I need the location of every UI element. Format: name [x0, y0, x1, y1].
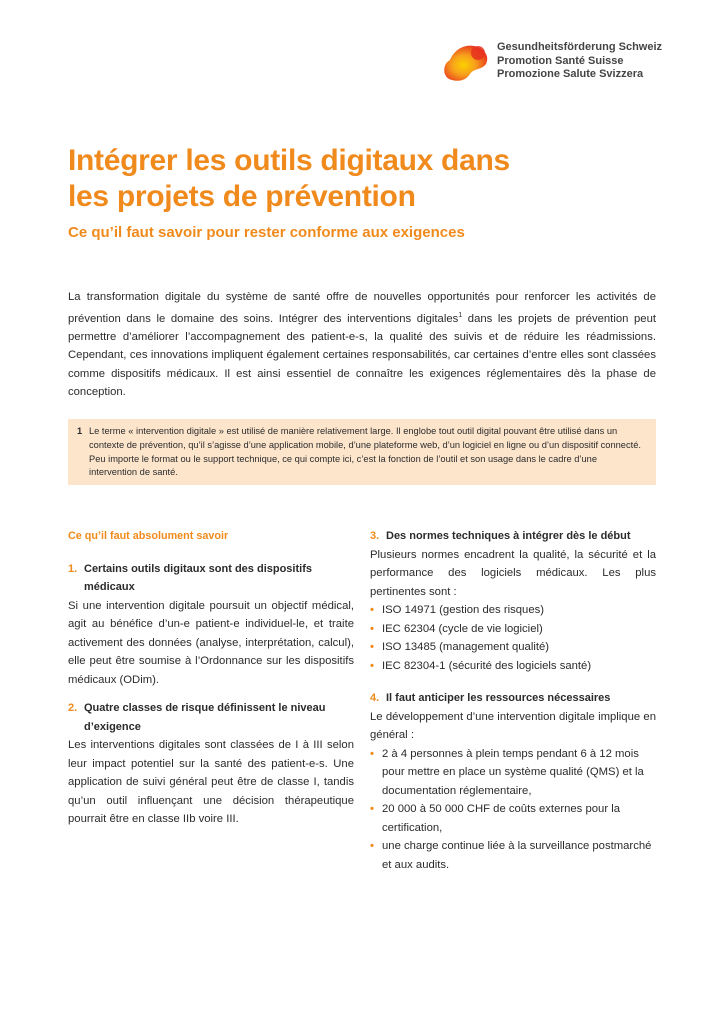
list-item: [370, 837, 656, 874]
item4-body: Le développement d’une intervention digitale implique en général :: [370, 710, 656, 741]
item3-heading-text: Des normes techniques à intégrer dès le début: [386, 530, 631, 542]
list-item: [370, 638, 656, 657]
list-item-text: IEC 82304-1 (sécurité des logiciels santé): [382, 659, 592, 672]
list-item-text: une charge continue liée à la surveillance postmarché et aux audits.: [382, 840, 652, 871]
list-item: [370, 745, 656, 801]
item2-body: Les interventions digitales sont classées de I à III selon leur impact potentiel sur la santé des patient-e-s. Une application de suivi général peut être de classe I, tandis qu’un outil influençant une décision thérapeutique pourrait être en classe IIb voire III.: [68, 739, 354, 825]
page-subtitle: Ce qu’il faut savoir pour rester conforme aux exigences: [68, 224, 465, 241]
bullet-dot: •: [370, 622, 374, 635]
bullet-dot: •: [370, 840, 374, 852]
list-item: [370, 601, 656, 620]
item4-heading-text: Il faut anticiper les ressources nécessaires: [386, 692, 611, 704]
brand-name: [497, 41, 662, 82]
item1-heading-text: Certains outils digitaux sont des dispositifs médicaux: [84, 562, 312, 593]
list-item: [370, 657, 656, 676]
bullet-dot: •: [370, 659, 374, 672]
page-title-line2: les projets de prévention: [68, 180, 416, 213]
item1-body: Si une intervention digitale poursuit un objectif médical, agit au bénéfice d’un-e patient-e individuel-le, et traite activement des données (analyse, interprétation, calcul), elle peut être soumise à l’Ordonnance sur les dispositifs médicaux (ODim).: [68, 599, 354, 686]
list-item-text: 2 à 4 personnes à plein temps pendant 6 à 12 mois pour mettre en place un système qualité (QMS) et la documentation réglementaire,: [382, 747, 644, 797]
intro-text-b: dans les projets de prévention peut permettre d’améliorer l’accompagnement des patient-e-s, la qualité des suivis et de réduire les réadmissions. Cependant, ces innovations impliquent également certaines responsabilités, car certaines d’entre elles sont classées comme dispositifs médicaux. Il est ainsi essentiel de connaître les exigences réglementaires dès la phase de conception.: [68, 312, 656, 399]
item2-heading-text: Quatre classes de risque définissent le niveau d’exigence: [84, 702, 326, 733]
item1-heading: [68, 560, 354, 597]
right-column: [370, 527, 656, 874]
footnote-text: Le terme « intervention digitale » est utilisé de manière relativement large. Il englobe tout outil digital pouvant être utilisé dans un contexte de prévention, qu’il s’agisse d’une application mobile, d’une plateforme web, d’un logiciel en ligne ou d’un dispositif connecté. Peu importe le format ou le support technique, ce qui compte ici, c’est la fonction de l’outil et son usage dans le cadre d’une intervention de santé.: [89, 426, 641, 478]
item4-heading: [370, 689, 656, 708]
list-item-text: IEC 62304 (cycle de vie logiciel): [382, 622, 543, 635]
list-item-text: ISO 14971 (gestion des risques): [382, 604, 545, 616]
left-column: [68, 527, 354, 829]
intro-text-a: La transformation digitale du système de santé offre de nouvelles opportunités pour renforcer les activités de prévention dans le domaine des soins. Intégrer des interventions digitales: [68, 291, 656, 325]
section-heading: Ce qu’il faut absolument savoir: [68, 530, 229, 542]
intro-paragraph: [68, 288, 656, 402]
item3-body: Plusieurs normes encadrent la qualité, la sécurité et la performance des logiciels médicaux. Les plus pertinentes sont :: [370, 548, 656, 598]
list-item-text: ISO 13485 (management qualité): [382, 641, 550, 653]
bullet-dot: •: [370, 803, 374, 815]
standards-list: [370, 601, 656, 675]
page-title: [68, 143, 668, 215]
brand-logo: [440, 38, 663, 86]
brand-logo-mark: [440, 40, 492, 84]
item1-number: 1.: [68, 562, 78, 575]
item3-heading: [370, 527, 656, 546]
brand-name-fr: Promotion Santé Suisse: [497, 54, 624, 67]
bullet-dot: •: [370, 604, 374, 616]
item2-number: 2.: [68, 702, 78, 714]
footnote-number: 1: [77, 426, 83, 436]
resources-list: [370, 745, 656, 875]
list-item: [370, 620, 656, 639]
brand-name-de: Gesundheitsförderung Schweiz: [497, 41, 663, 53]
footnote-ref: 1: [458, 311, 463, 319]
brand-name-it: Promozione Salute Svizzera: [497, 68, 644, 80]
page-title-line1: Intégrer les outils digitaux dans: [68, 144, 510, 177]
item3-number: 3.: [370, 530, 380, 542]
bullet-dot: •: [370, 747, 374, 760]
item4-number: 4.: [370, 692, 380, 704]
list-item: [370, 800, 656, 837]
list-item-text: 20 000 à 50 000 CHF de coûts externes pour la certification,: [382, 803, 621, 834]
bullet-dot: •: [370, 641, 374, 653]
footnote-box: [68, 419, 656, 485]
item2-heading: [68, 699, 354, 736]
